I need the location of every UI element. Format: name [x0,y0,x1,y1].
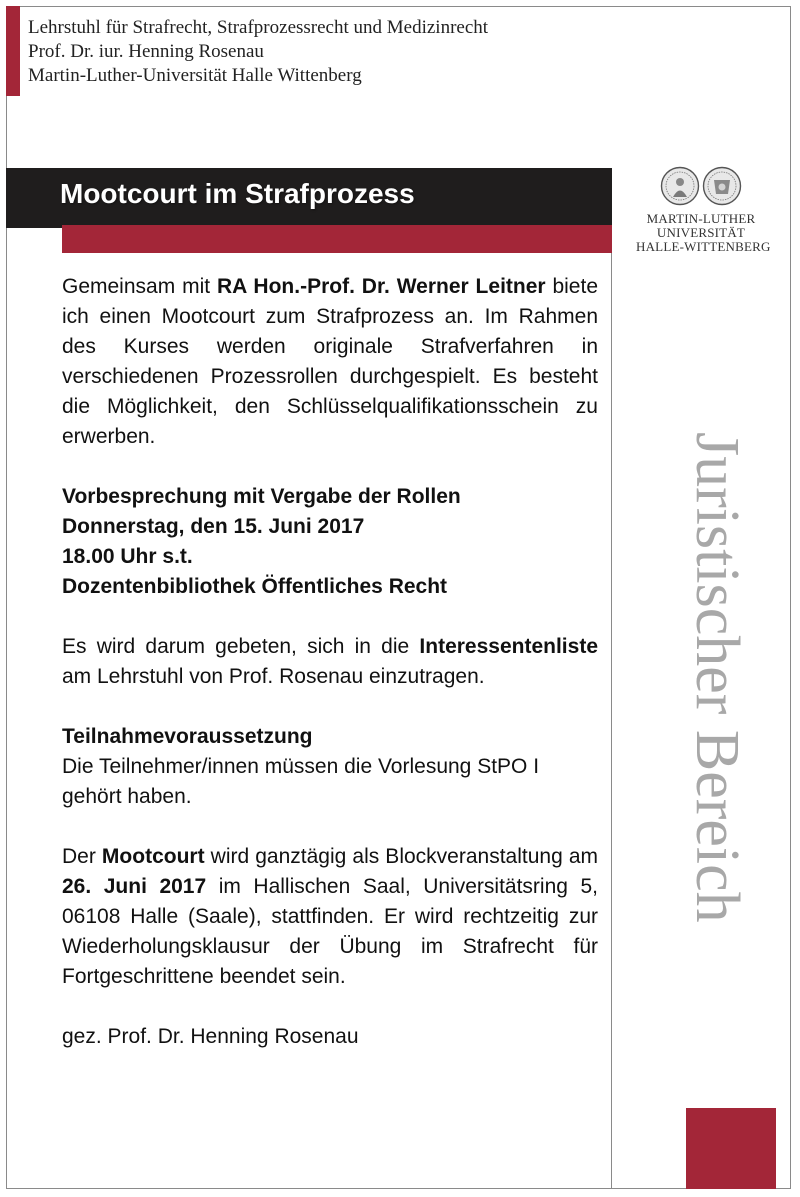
meeting-title: Vorbesprechung mit Vergabe der Rollen [62,485,461,508]
meeting-block [62,482,598,602]
logo-wordmark [636,211,771,254]
header-university: Martin-Luther-Universität Halle Wittenberg [28,65,362,86]
requirement-text: Die Teilnehmer/innen müssen die Vorlesung StPO I gehört haben. [62,755,540,808]
meeting-date: Donnerstag, den 15. Juni 2017 [62,515,365,538]
event-paragraph [62,842,598,992]
header-chair-name: Lehrstuhl für Strafrecht, Strafprozessrecht und Medizinrecht [28,17,489,38]
corner-accent-bar [6,6,20,96]
university-logo [636,166,771,254]
intro-lead: Gemeinsam mit [62,275,217,298]
intro-paragraph [62,272,598,452]
requirement-block [62,722,598,812]
event-text-3: im Hallischen Saal, Universitätsring 5, 06108 Halle (Saale), stattfinden. Er wird rechtzeitig zur Wiederholungsklausur der Übung im Strafrecht für Fortgeschrittene beendet sein. [62,875,599,988]
event-text-1: Der [62,845,102,868]
registration-paragraph [62,632,598,692]
requirement-heading: Teilnahmevoraussetzung [62,725,313,748]
chair-header [28,16,488,88]
meeting-time: 18.00 Uhr s.t. [62,545,193,568]
seal-left-icon [660,166,700,206]
registration-text: am Lehrstuhl von Prof. Rosenau einzutragen. [62,665,485,688]
intro-partner-name: RA Hon.-Prof. Dr. Werner Leitner [216,275,546,298]
announcement-body [62,272,598,1082]
logo-line-2: UNIVERSITÄT [656,225,746,240]
registration-list: Interessentenliste [419,635,598,658]
signature: gez. Prof. Dr. Henning Rosenau [62,1025,359,1048]
university-seals [636,166,766,206]
seal-right-icon [702,166,742,206]
intro-text: biete ich einen Mootcourt zum Strafprozess an. Im Rahmen des Kurses werden originale Strafverfahren in verschiedenen Prozessrollen durchgespielt. Es besteht die Möglichkeit, den Schlüsselqualifikationsschein zu erwerben. [62,275,599,448]
event-text-2: wird ganztägig als Blockveranstaltung am [204,845,598,868]
event-date: 26. Juni 2017 [62,875,207,898]
logo-line-3: HALLE-WITTENBERG [636,239,771,254]
title-accent-stripe [62,225,612,253]
side-label-vertical: Juristischer Bereich [683,432,751,923]
registration-lead: Es wird darum gebeten, sich in die [62,635,420,658]
side-accent-block [686,1108,776,1189]
meeting-location: Dozentenbibliothek Öffentliches Recht [62,575,448,598]
page-title: Mootcourt im Strafprozess [60,178,415,209]
event-mootcourt: Mootcourt [101,845,205,868]
logo-line-1: MARTIN-LUTHER [646,211,756,226]
header-professor: Prof. Dr. iur. Henning Rosenau [28,41,264,62]
